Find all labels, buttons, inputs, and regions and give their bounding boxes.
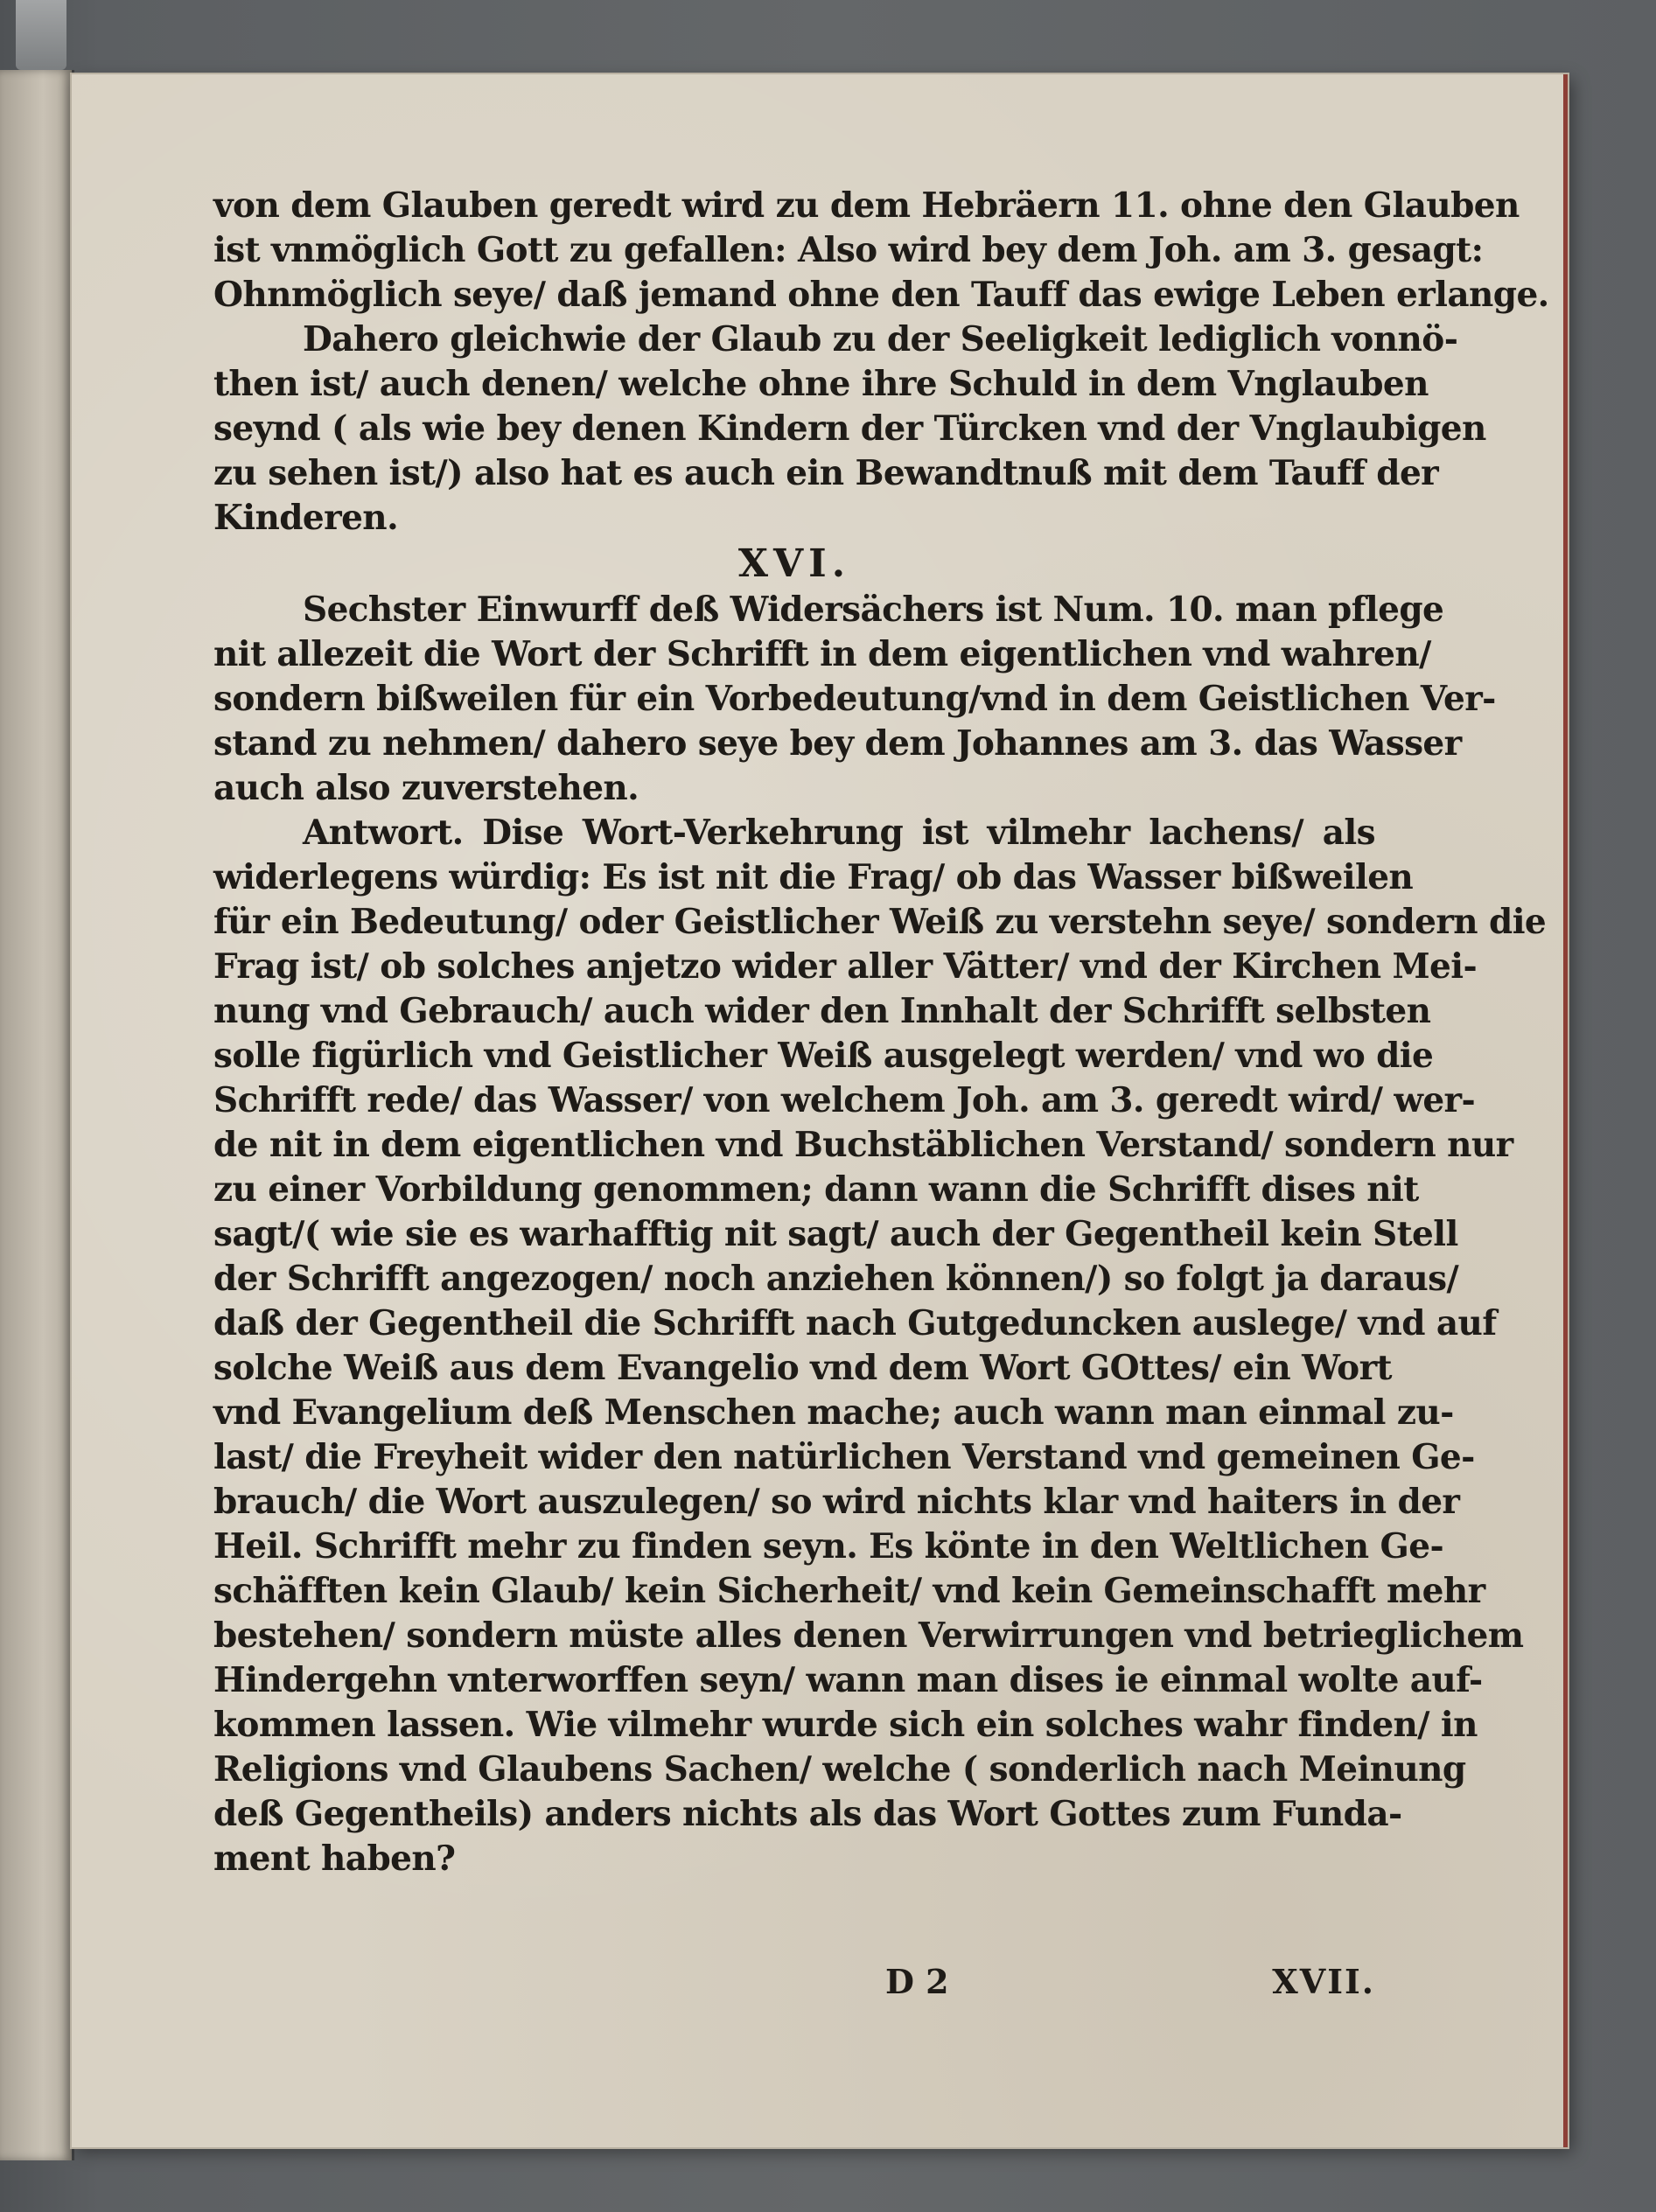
text-line: Religions vnd Glaubens Sachen/ welche ( sonderlich nach Meinung: [213, 1749, 1466, 1790]
text-line: brauch/ die Wort auszulegen/ so wird nichts klar vnd haiters in der: [213, 1482, 1460, 1522]
paragraph-4: [213, 811, 1547, 1881]
text-line: der Schrifft angezogen/ noch anziehen können/) so folgt ja daraus/: [213, 1259, 1459, 1299]
book-page: [72, 74, 1568, 2147]
text-line: bestehen/ sondern müste alles denen Verwirrungen vnd betrieglichem: [213, 1615, 1524, 1656]
text-line: Frag ist/ ob solches anjetzo wider aller Vätter/ vnd der Kirchen Mei-: [213, 946, 1478, 987]
text-line: then ist/ auch denen/ welche ohne ihre Schuld in dem Vnglauben: [213, 364, 1429, 404]
text-line: Ohnmöglich seye/ daß jemand ohne den Tauff das ewige Leben erlange.: [213, 275, 1549, 315]
text-line: sondern bißweilen für ein Vorbedeutung/vnd in dem Geistlichen Ver-: [213, 679, 1496, 719]
text-line: de nit in dem eigentlichen vnd Buchstäblichen Verstand/ sondern nur: [213, 1125, 1513, 1165]
text-line: ment haben?: [213, 1839, 456, 1879]
text-line: sagt/( wie sie es warhafftig nit sagt/ auch der Gegentheil kein Stell: [213, 1214, 1458, 1254]
paragraph-1: [213, 184, 1549, 317]
text-line: Schrifft rede/ das Wasser/ von welchem Joh. am 3. geredt wird/ wer-: [213, 1080, 1476, 1120]
section-heading: XVI.: [737, 541, 851, 586]
text-line: zu einer Vorbildung genommen; dann wann die Schrifft dises nit: [213, 1169, 1419, 1210]
signature-mark: D 2: [885, 1962, 949, 2001]
text-line: für ein Bedeutung/ oder Geistlicher Weiß zu verstehn seye/ sondern die: [213, 902, 1547, 942]
text-line: last/ die Freyheit wider den natürlichen Verstand vnd gemeinen Ge-: [213, 1437, 1475, 1477]
text-line: ist vnmöglich Gott zu gefallen: Also wird bey dem Joh. am 3. gesagt:: [213, 230, 1484, 270]
page-text: [213, 184, 1549, 1881]
paragraph-2: [213, 317, 1486, 541]
text-line: Sechster Einwurff deß Widersächers ist Num. 10. man pflege: [303, 590, 1444, 630]
text-line: kommen lassen. Wie vilmehr wurde sich ein solches wahr finden/ in: [213, 1705, 1478, 1745]
text-line: deß Gegentheils) anders nichts als das Wort Gottes zum Funda-: [213, 1794, 1402, 1834]
text-line: zu sehen ist/) also hat es auch ein Bewandtnuß mit dem Tauff der: [213, 453, 1439, 493]
page-footer: [213, 1962, 1375, 2014]
text-line: Hindergehn vnterworffen seyn/ wann man dises ie einmal wolte auf-: [213, 1660, 1483, 1700]
catchword: XVII.: [1272, 1962, 1375, 2001]
paragraph-3: [213, 588, 1496, 811]
text-line: Kinderen.: [213, 498, 399, 538]
text-line: solche Weiß aus dem Evangelio vnd dem Wort GOttes/ ein Wort: [213, 1348, 1392, 1388]
text-line: vnd Evangelium deß Menschen mache; auch wann man einmal zu-: [213, 1392, 1454, 1433]
text-line: Heil. Schrifft mehr zu finden seyn. Es könte in den Weltlichen Ge-: [213, 1526, 1444, 1567]
previous-page-edge: [0, 70, 74, 2160]
text-line: stand zu nehmen/ dahero seye bey dem Johannes am 3. das Wasser: [213, 723, 1462, 764]
text-line: seynd ( als wie bey denen Kindern der Türcken vnd der Vnglaubigen: [213, 408, 1486, 449]
text-line: nung vnd Gebrauch/ auch wider den Innhalt der Schrifft selbsten: [213, 991, 1431, 1031]
text-line: von dem Glauben geredt wird zu dem Hebräern 11. ohne den Glauben: [213, 185, 1520, 226]
text-line: schäfften kein Glaub/ kein Sicherheit/ vnd kein Gemeinschafft mehr: [213, 1571, 1485, 1611]
text-line: daß der Gegentheil die Schrifft nach Gutgeduncken auslege/ vnd auf: [213, 1303, 1497, 1343]
text-line: Dahero gleichwie der Glaub zu der Seeligkeit lediglich vonnö-: [303, 319, 1458, 359]
text-line: solle figürlich vnd Geistlicher Weiß ausgelegt werden/ vnd wo die: [213, 1036, 1434, 1076]
text-line: Antwort. Dise Wort-Verkehrung ist vilmehr lachens/ als: [303, 813, 1375, 853]
text-line: nit allezeit die Wort der Schrifft in dem eigentlichen vnd wahren/: [213, 634, 1431, 674]
text-line: widerlegens würdig: Es ist nit die Frag/ ob das Wasser bißweilen: [213, 857, 1414, 897]
page-clip: [16, 0, 66, 70]
text-line: auch also zuverstehen.: [213, 768, 639, 808]
